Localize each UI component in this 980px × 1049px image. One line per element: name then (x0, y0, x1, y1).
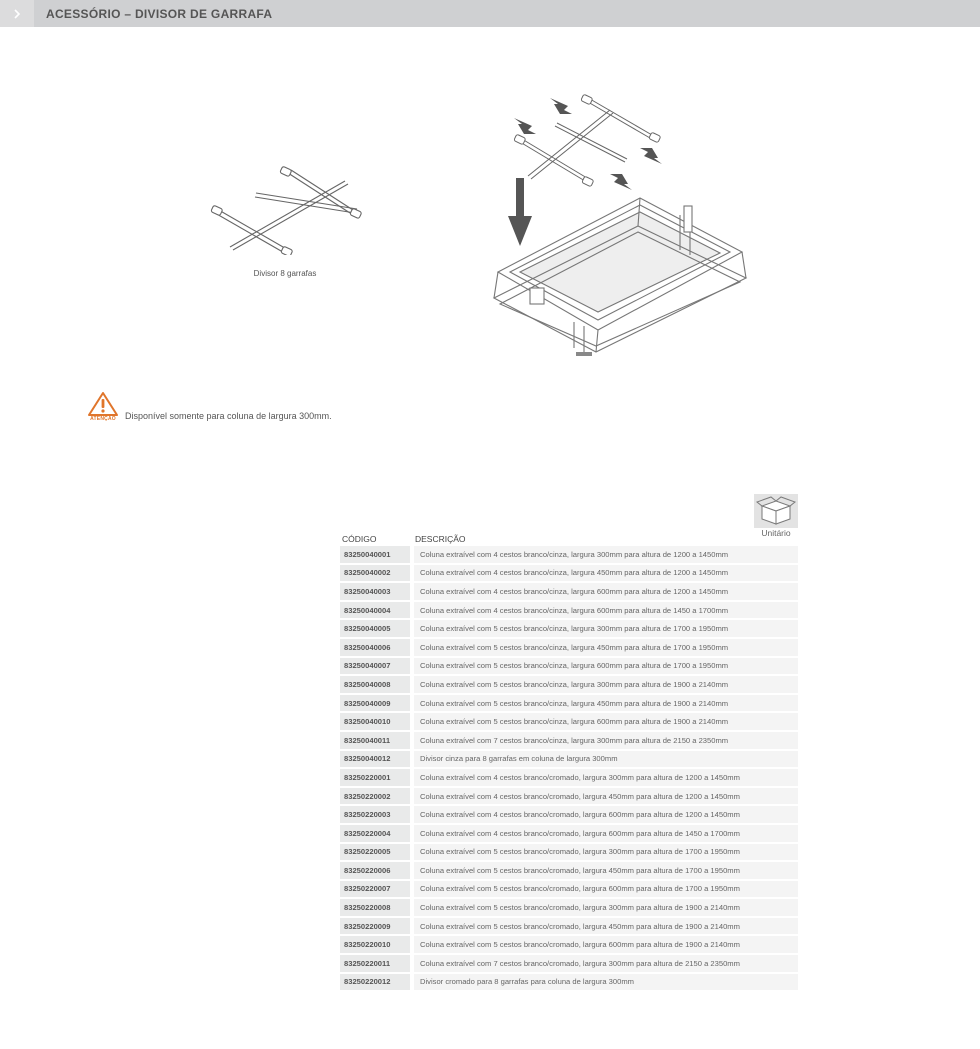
table-row (340, 583, 798, 600)
product-description: Coluna extraível com 4 cestos branco/cinza, largura 450mm para altura de 1200 a 1450mm (410, 565, 798, 582)
packaging-label: Unitário (761, 528, 791, 538)
product-code: 83250220003 (340, 806, 410, 823)
product-description: Coluna extraível com 5 cestos branco/cromado, largura 600mm para altura de 1700 a 1950mm (410, 881, 798, 898)
product-description: Coluna extraível com 5 cestos branco/cromado, largura 300mm para altura de 1900 a 2140mm (410, 899, 798, 916)
box-icon (754, 494, 798, 528)
product-description: Coluna extraível com 5 cestos branco/cinza, largura 600mm para altura de 1900 a 2140mm (410, 713, 798, 730)
figure-caption: Divisor 8 garrafas (253, 269, 317, 278)
product-description: Coluna extraível com 5 cestos branco/cromado, largura 450mm para altura de 1900 a 2140mm (410, 918, 798, 935)
chevron-right-icon (0, 0, 34, 27)
table-row (340, 844, 798, 861)
table-row (340, 899, 798, 916)
table-row (340, 695, 798, 712)
product-description: Coluna extraível com 4 cestos branco/cinza, largura 600mm para altura de 1450 a 1700mm (410, 602, 798, 619)
warning-label: ATENÇÃO (90, 416, 116, 422)
product-code: 83250220010 (340, 936, 410, 953)
section-header (0, 0, 980, 27)
table-row (340, 751, 798, 768)
product-code: 83250040010 (340, 713, 410, 730)
table-row (340, 806, 798, 823)
product-code: 83250220006 (340, 862, 410, 879)
product-description: Coluna extraível com 4 cestos branco/cromado, largura 300mm para altura de 1200 a 1450mm (410, 769, 798, 786)
table-row (340, 825, 798, 842)
table-row (340, 713, 798, 730)
table-row (340, 546, 798, 563)
product-code: 83250040003 (340, 583, 410, 600)
product-description: Coluna extraível com 4 cestos branco/cromado, largura 600mm para altura de 1200 a 1450mm (410, 806, 798, 823)
product-description: Coluna extraível com 4 cestos branco/cinza, largura 600mm para altura de 1200 a 1450mm (410, 583, 798, 600)
table-row (340, 862, 798, 879)
table-row (340, 639, 798, 656)
product-description: Coluna extraível com 7 cestos branco/cromado, largura 300mm para altura de 2150 a 2350mm (410, 955, 798, 972)
product-code: 83250220009 (340, 918, 410, 935)
product-code: 83250220011 (340, 955, 410, 972)
product-description: Coluna extraível com 4 cestos branco/cromado, largura 450mm para altura de 1200 a 1450mm (410, 788, 798, 805)
table-row (340, 955, 798, 972)
section-title: ACESSÓRIO – DIVISOR DE GARRAFA (46, 6, 273, 21)
table-row (340, 565, 798, 582)
column-header-description: DESCRIÇÃO (415, 534, 466, 544)
product-description: Coluna extraível com 5 cestos branco/cinza, largura 300mm para altura de 1700 a 1950mm (410, 620, 798, 637)
product-code: 83250220012 (340, 974, 410, 991)
product-description: Coluna extraível com 5 cestos branco/cinza, largura 450mm para altura de 1900 a 2140mm (410, 695, 798, 712)
product-code: 83250040011 (340, 732, 410, 749)
product-description: Coluna extraível com 5 cestos branco/cinza, largura 450mm para altura de 1700 a 1950mm (410, 639, 798, 656)
product-code: 83250220004 (340, 825, 410, 842)
product-code: 83250220008 (340, 899, 410, 916)
bottle-divider-illustration (200, 155, 370, 255)
product-description: Divisor cinza para 8 garrafas em coluna de largura 300mm (410, 751, 798, 768)
product-code: 83250040008 (340, 676, 410, 693)
table-row (340, 732, 798, 749)
product-code: 83250040002 (340, 565, 410, 582)
table-row (340, 602, 798, 619)
table-row (340, 936, 798, 953)
product-code: 83250220007 (340, 881, 410, 898)
column-header-code: CÓDIGO (342, 534, 377, 544)
warning-text: Disponível somente para coluna de largura 300mm. (125, 411, 332, 421)
table-row (340, 881, 798, 898)
product-description: Coluna extraível com 4 cestos branco/cromado, largura 600mm para altura de 1450 a 1700mm (410, 825, 798, 842)
basket-installation-illustration (480, 90, 770, 360)
table-row (340, 676, 798, 693)
table-row (340, 620, 798, 637)
product-description: Coluna extraível com 4 cestos branco/cinza, largura 300mm para altura de 1200 a 1450mm (410, 546, 798, 563)
product-description: Coluna extraível com 5 cestos branco/cromado, largura 600mm para altura de 1900 a 2140mm (410, 936, 798, 953)
product-code: 83250220002 (340, 788, 410, 805)
product-code: 83250040004 (340, 602, 410, 619)
product-code: 83250220001 (340, 769, 410, 786)
table-row (340, 788, 798, 805)
product-code: 83250040009 (340, 695, 410, 712)
table-header-row (340, 529, 798, 544)
product-description: Coluna extraível com 5 cestos branco/cromado, largura 450mm para altura de 1700 a 1950mm (410, 862, 798, 879)
product-code: 83250040012 (340, 751, 410, 768)
table-row (340, 918, 798, 935)
product-code: 83250040005 (340, 620, 410, 637)
product-code: 83250040007 (340, 658, 410, 675)
product-description: Coluna extraível com 5 cestos branco/cromado, largura 300mm para altura de 1700 a 1950mm (410, 844, 798, 861)
table-row (340, 974, 798, 991)
product-table (340, 527, 798, 992)
product-description: Divisor cromado para 8 garrafas para coluna de largura 300mm (410, 974, 798, 991)
product-code: 83250040001 (340, 546, 410, 563)
product-description: Coluna extraível com 7 cestos branco/cinza, largura 300mm para altura de 2150 a 2350mm (410, 732, 798, 749)
table-row (340, 658, 798, 675)
product-description: Coluna extraível com 5 cestos branco/cinza, largura 300mm para altura de 1900 a 2140mm (410, 676, 798, 693)
product-code: 83250040006 (340, 639, 410, 656)
product-description: Coluna extraível com 5 cestos branco/cinza, largura 600mm para altura de 1700 a 1950mm (410, 658, 798, 675)
product-code: 83250220005 (340, 844, 410, 861)
table-row (340, 769, 798, 786)
